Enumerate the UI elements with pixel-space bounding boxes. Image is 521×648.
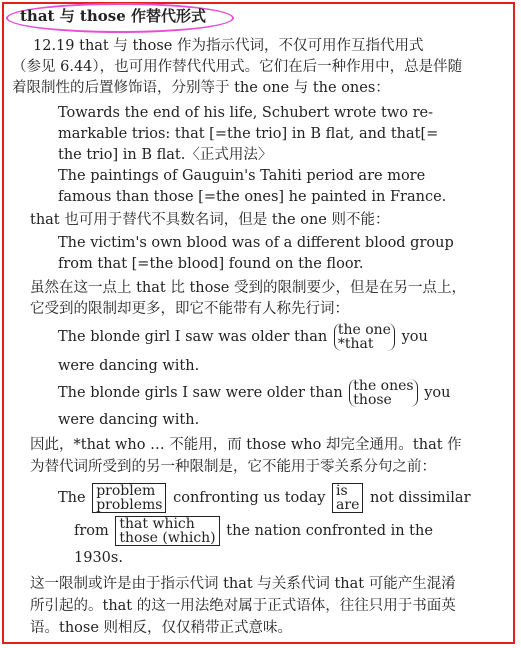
example6-problems: problems bbox=[96, 497, 163, 513]
example4-after: you bbox=[401, 329, 428, 345]
example6-line1 bbox=[58, 482, 471, 514]
example5-option2: those bbox=[353, 392, 392, 408]
para1-line2: （参见 6.44），也可用作替代代用式。它们在后一种作用中，总是伴随 bbox=[12, 59, 463, 75]
example5-option1: the ones bbox=[353, 378, 414, 394]
example6-confronting: confronting us today bbox=[173, 490, 326, 506]
section-title: that 与 those 作替代形式 bbox=[20, 7, 206, 25]
example6-word-the: The bbox=[58, 490, 86, 506]
example2-line1: The paintings of Gauguin's Tahiti period are more bbox=[58, 168, 426, 184]
para4-line2: 为替代词所受到的另一种限制是，它不能用于零关系分句之前： bbox=[30, 459, 436, 475]
example6-that-which: that which bbox=[119, 516, 195, 532]
example4-line2: were dancing with. bbox=[58, 358, 200, 374]
example6-bracket-that-which bbox=[115, 516, 219, 546]
para5-line3: 语。those 则相反，仅仅稍带正式意味。 bbox=[30, 620, 293, 636]
example6-bracket-is-are bbox=[332, 483, 363, 513]
example4-brace-options bbox=[334, 323, 395, 351]
para3-line1: 虽然在这一点上 that 比 those 受到的限制要少，但是在另一点上， bbox=[30, 280, 466, 296]
example6-are: are bbox=[336, 497, 360, 513]
para1-line3: 着限制性的后置修饰语，分别等于 the one 与 the ones： bbox=[12, 80, 390, 96]
example5-brace-options bbox=[349, 379, 417, 407]
example5-line1 bbox=[58, 378, 450, 408]
example6-line2 bbox=[74, 515, 433, 547]
example6-problem: problem bbox=[96, 483, 156, 499]
example3-line1: The victim's own blood was of a different blood group bbox=[58, 235, 454, 251]
example6-from: from bbox=[74, 523, 109, 539]
example6-line3: 1930s. bbox=[74, 550, 123, 566]
example6-is: is bbox=[336, 483, 348, 499]
example1-line1: Towards the end of his life, Schubert wrote two re- bbox=[58, 105, 433, 121]
para3-line2: 它受到的限制却更多，即它不能带有人称先行词： bbox=[30, 301, 349, 317]
example6-nation: the nation confronted in the bbox=[226, 523, 433, 539]
para2: that 也可用于替代不具数名词，但是 the one 则不能： bbox=[30, 212, 390, 228]
example6-those-which: those (which) bbox=[119, 530, 216, 546]
example4-option2: *that bbox=[337, 336, 374, 352]
example5-before: The blonde girls I saw were older than bbox=[58, 385, 343, 401]
example1-line2: markable trios: that [=the trio] in B flat, and that[= bbox=[58, 126, 439, 142]
example6-bracket-problem bbox=[92, 483, 166, 513]
para5-line2: 所引起的。that 的这一用法绝对属于正式语体，往往只用于书面英 bbox=[30, 598, 456, 614]
para5-line1: 这一限制或许是由于指示代词 that 与关系代词 that 可能产生混淆 bbox=[30, 576, 456, 592]
example1-line3: the trio] in B flat.〈正式用法〉 bbox=[58, 147, 273, 163]
example2-line2: famous than those [=the ones] he painted in France. bbox=[58, 189, 447, 205]
example5-after: you bbox=[424, 385, 451, 401]
example4-before: The blonde girl I saw was older than bbox=[58, 329, 328, 345]
para1-line1: 12.19 that 与 those 作为指示代词，不仅可用作互指代用式 bbox=[33, 38, 424, 54]
example6-not-dissimilar: not dissimilar bbox=[369, 490, 471, 506]
example5-line2: were dancing with. bbox=[58, 412, 200, 428]
example3-line2: from that [=the blood] found on the floor. bbox=[58, 256, 364, 272]
para4-line1: 因此，*that who … 不能用，而 those who 却完全通用。that 作 bbox=[30, 437, 462, 453]
example4-option1: the one bbox=[337, 322, 391, 338]
example4-line1 bbox=[58, 322, 428, 352]
